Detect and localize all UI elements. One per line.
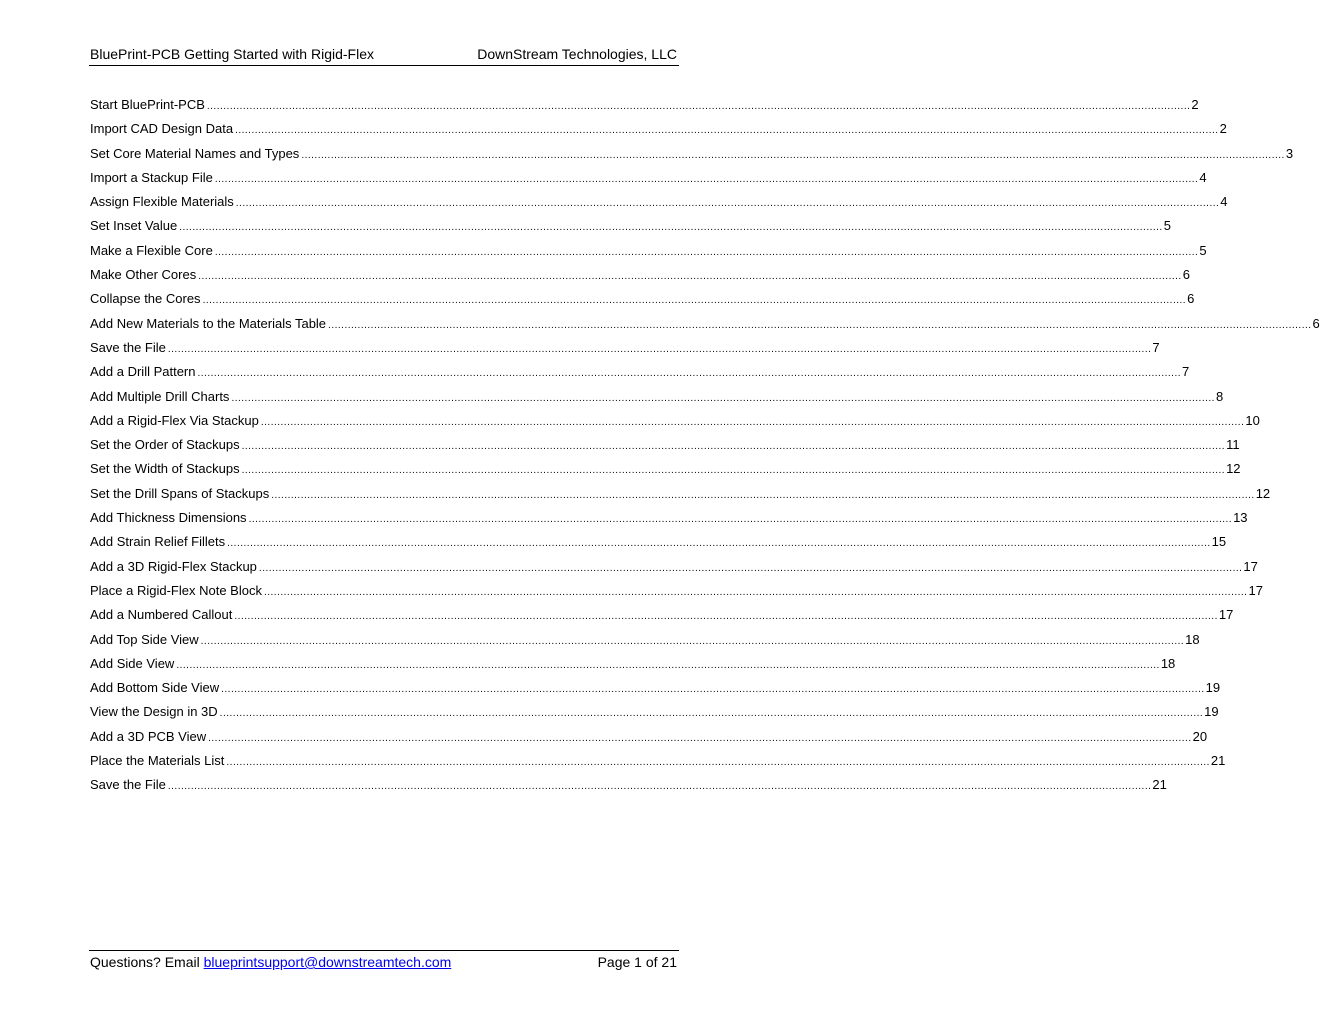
toc-leader-dots: ............................................................................................................................................................................................................................................................................................................: [208, 732, 1192, 744]
toc-entry-page: 2: [1191, 97, 1199, 112]
toc-entry-title: Import a Stackup File: [90, 169, 213, 185]
toc-entry-title: Add Side View: [90, 655, 175, 671]
toc-entry[interactable]: [90, 751, 1226, 775]
toc-entry-title: Add a Drill Pattern: [90, 364, 196, 380]
toc-entry[interactable]: [90, 314, 1320, 338]
toc-leader-dots: ............................................................................................................................................................................................................................................................................................................: [167, 343, 1152, 355]
toc-leader-dots: ............................................................................................................................................................................................................................................................................................................: [214, 173, 1199, 185]
toc-leader-dots: ............................................................................................................................................................................................................................................................................................................: [263, 586, 1248, 598]
toc-entry[interactable]: [90, 435, 1240, 459]
toc-entry-page: 17: [1248, 582, 1263, 598]
toc-entry-page: 3: [1285, 145, 1294, 161]
toc-entry[interactable]: [90, 557, 1258, 581]
document-title: BluePrint-PCB Getting Started with Rigid-Flex: [90, 46, 374, 62]
toc-entry-page: 13: [1233, 510, 1248, 526]
toc-leader-dots: ............................................................................................................................................................................................................................................................................................................: [226, 757, 1210, 769]
toc-entry-page: 6: [1187, 291, 1195, 307]
toc-entry[interactable]: [90, 630, 1200, 654]
toc-entry-title: Add a Rigid-Flex Via Stackup: [90, 412, 259, 428]
toc-leader-dots: ............................................................................................................................................................................................................................................................................................................: [231, 392, 1215, 404]
page-footer: [89, 950, 679, 973]
toc-entry-page: 7: [1182, 364, 1190, 380]
toc-entry-title: Add Top Side View: [90, 631, 199, 647]
support-email-link[interactable]: blueprintsupport@downstreamtech.com: [203, 954, 452, 970]
toc-entry[interactable]: [90, 702, 1219, 726]
toc-leader-dots: ............................................................................................................................................................................................................................................................................................................: [328, 319, 1312, 331]
toc-entry[interactable]: [90, 605, 1234, 629]
toc-entry-title: Make a Flexible Core: [90, 242, 213, 258]
toc-leader-dots: ............................................................................................................................................................................................................................................................................................................: [202, 295, 1187, 307]
toc-entry[interactable]: [90, 484, 1271, 508]
toc-entry-page: 19: [1204, 704, 1219, 720]
toc-entry[interactable]: [90, 532, 1227, 556]
toc-leader-dots: ............................................................................................................................................................................................................................................................................................................: [260, 416, 1245, 428]
toc-entry-title: Set the Drill Spans of Stackups: [90, 485, 270, 501]
toc-entry-page: 19: [1205, 680, 1221, 696]
toc-entry[interactable]: [90, 144, 1294, 168]
toc-entry-title: Import CAD Design Data: [90, 121, 234, 137]
company-name: DownStream Technologies, LLC: [477, 46, 677, 62]
toc-entry[interactable]: [90, 192, 1228, 216]
toc-entry-title: Place the Materials List: [90, 753, 225, 769]
toc-entry[interactable]: [90, 95, 1199, 119]
toc-leader-dots: ............................................................................................................................................................................................................................................................................................................: [227, 538, 1211, 550]
toc-entry-title: Add Bottom Side View: [90, 680, 220, 696]
toc-entry-page: 12: [1255, 485, 1271, 501]
toc-leader-dots: ............................................................................................................................................................................................................................................................................................................: [197, 368, 1181, 380]
toc-entry-title: Set the Order of Stackups: [90, 437, 240, 453]
toc-leader-dots: ............................................................................................................................................................................................................................................................................................................: [206, 101, 1191, 112]
toc-leader-dots: ............................................................................................................................................................................................................................................................................................................: [235, 125, 1219, 137]
toc-entry-page: 18: [1185, 631, 1200, 647]
page-header: [89, 45, 679, 66]
toc-entry-title: Add a 3D PCB View: [90, 728, 207, 744]
toc-entry[interactable]: [90, 581, 1263, 605]
toc-leader-dots: ............................................................................................................................................................................................................................................................................................................: [198, 271, 1182, 283]
toc-entry-page: 2: [1219, 121, 1227, 137]
toc-entry-page: 11: [1226, 437, 1240, 453]
toc-entry-page: 8: [1215, 388, 1224, 404]
toc-entry[interactable]: [90, 265, 1190, 289]
toc-entry[interactable]: [90, 289, 1195, 313]
toc-entry-page: 4: [1199, 169, 1207, 185]
toc-leader-dots: ............................................................................................................................................................................................................................................................................................................: [248, 514, 1233, 526]
toc-entry-title: Save the File: [90, 339, 166, 355]
toc-leader-dots: ............................................................................................................................................................................................................................................................................................................: [301, 149, 1285, 161]
toc-leader-dots: ............................................................................................................................................................................................................................................................................................................: [234, 611, 1218, 623]
footer-prefix: Questions? Email: [90, 954, 204, 970]
toc-entry-page: 21: [1152, 777, 1167, 793]
toc-leader-dots: ............................................................................................................................................................................................................................................................................................................: [214, 246, 1199, 258]
toc-entry[interactable]: [90, 338, 1160, 362]
toc-entry-page: 17: [1243, 558, 1258, 574]
toc-entry-page: 17: [1218, 607, 1234, 623]
toc-entry-page: 5: [1199, 242, 1207, 258]
toc-entry-title: Add Thickness Dimensions: [90, 510, 247, 526]
toc-entry-page: 18: [1160, 655, 1176, 671]
footer-contact: [90, 954, 451, 970]
toc-leader-dots: ............................................................................................................................................................................................................................................................................................................: [200, 635, 1185, 647]
toc-entry[interactable]: [90, 362, 1190, 386]
toc-entry-page: 15: [1211, 534, 1227, 550]
toc-entry-page: 20: [1192, 728, 1208, 744]
toc-entry-title: Set Inset Value: [90, 218, 178, 234]
toc-entry-page: 6: [1312, 315, 1320, 331]
toc-leader-dots: ............................................................................................................................................................................................................................................................................................................: [241, 441, 1226, 453]
toc-entry-title: Collapse the Cores: [90, 291, 201, 307]
toc-entry-page: 5: [1163, 218, 1171, 234]
toc-leader-dots: ............................................................................................................................................................................................................................................................................................................: [241, 465, 1226, 477]
toc-entry-title: Add a Numbered Callout: [90, 607, 233, 623]
toc-entry-page: 21: [1210, 753, 1226, 769]
toc-entry[interactable]: [90, 459, 1241, 483]
toc-entry-page: 10: [1245, 412, 1260, 428]
toc-entry-page: 4: [1220, 194, 1228, 210]
toc-entry[interactable]: [90, 168, 1207, 192]
toc-entry-title: Start BluePrint-PCB: [90, 97, 205, 112]
toc-entry-title: Set Core Material Names and Types: [90, 145, 300, 161]
toc-entry-title: Save the File: [90, 777, 166, 793]
toc-entry-title: Add Strain Relief Fillets: [90, 534, 226, 550]
toc-entry[interactable]: [90, 678, 1221, 702]
toc-leader-dots: ............................................................................................................................................................................................................................................................................................................: [176, 659, 1160, 671]
toc-entry[interactable]: [90, 216, 1171, 240]
toc-entry[interactable]: [90, 727, 1208, 751]
toc-entry[interactable]: [90, 775, 1167, 799]
toc-entry-title: Add New Materials to the Materials Table: [90, 315, 327, 331]
toc-leader-dots: ............................................................................................................................................................................................................................................................................................................: [258, 562, 1243, 574]
toc-entry-title: Place a Rigid-Flex Note Block: [90, 582, 262, 598]
toc-leader-dots: ............................................................................................................................................................................................................................................................................................................: [221, 684, 1205, 696]
toc-entry-page: 12: [1226, 461, 1241, 477]
toc-entry-title: Make Other Cores: [90, 267, 197, 283]
toc-entry-title: View the Design in 3D: [90, 704, 218, 720]
toc-entry-title: Assign Flexible Materials: [90, 194, 234, 210]
toc-entry[interactable]: [90, 387, 1224, 411]
page-number: Page 1 of 21: [597, 954, 677, 970]
toc-leader-dots: ............................................................................................................................................................................................................................................................................................................: [219, 708, 1204, 720]
toc-leader-dots: ............................................................................................................................................................................................................................................................................................................: [271, 489, 1255, 501]
toc-entry[interactable]: [90, 508, 1248, 532]
toc-entry-title: Set the Width of Stackups: [90, 461, 240, 477]
toc-entry[interactable]: [90, 119, 1227, 143]
toc-entry-title: Add a 3D Rigid-Flex Stackup: [90, 558, 257, 574]
toc-entry[interactable]: [90, 654, 1176, 678]
toc-entry-title: Add Multiple Drill Charts: [90, 388, 230, 404]
toc-entry[interactable]: [90, 411, 1260, 435]
toc-leader-dots: ............................................................................................................................................................................................................................................................................................................: [235, 198, 1220, 210]
toc-leader-dots: ............................................................................................................................................................................................................................................................................................................: [167, 781, 1152, 793]
toc-entry-page: 6: [1182, 267, 1190, 283]
table-of-contents: [90, 95, 1320, 800]
toc-entry[interactable]: [90, 241, 1207, 265]
toc-leader-dots: ............................................................................................................................................................................................................................................................................................................: [179, 222, 1163, 234]
toc-entry-page: 7: [1152, 339, 1160, 355]
